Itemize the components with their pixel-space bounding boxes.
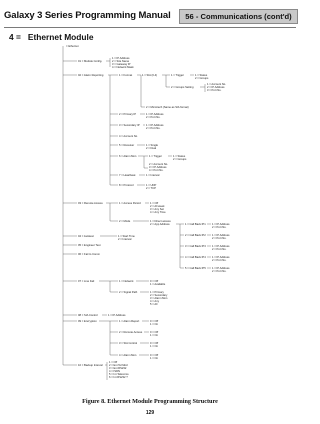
callback-ip1: 1 = Call Back IP1	[185, 223, 206, 226]
alarm-mon-opt: 2 = Account No.	[149, 163, 169, 166]
mode-opt: 2 = App Address	[150, 223, 170, 226]
primary-opt: 2 = Port No.	[146, 116, 161, 119]
signal-opt: 2 = Secondary	[150, 294, 168, 297]
protocol-opt: 1 = UDP	[146, 184, 157, 187]
secondary-opt: 1 = IP Address	[146, 124, 164, 127]
network-opt: 1 = Available	[150, 283, 166, 286]
enc-opt: 1 = On	[150, 323, 159, 326]
callback-ip1-opt: 1 = IP Address	[212, 223, 230, 226]
enc-alarm-mon: 4 = Alarm Mon	[119, 354, 137, 357]
backup-opt: 4 = ISDN	[109, 370, 120, 373]
sia-opt: 1 = IP Address	[108, 314, 126, 317]
callback-ip5: 5 = Call Back IP5	[185, 267, 206, 270]
callback-ip4-opt: 2 = Port No.	[212, 259, 227, 262]
node-receiver: 5 = Receiver	[119, 144, 135, 147]
access-opt: 2 = All week	[150, 205, 165, 208]
node-root: = Ethernet	[66, 45, 79, 48]
alarm-mon-opt: 4 = Port No.	[149, 169, 164, 172]
node-signal-path: 2 = Signal Path	[119, 291, 138, 294]
node-mode: 2 = Mode	[119, 220, 131, 223]
callback-ip4: 4 = Call Back IP4	[185, 256, 206, 259]
node-alarm-reporting: 02 = Alarm Reporting	[78, 74, 104, 77]
trigger-opt: 2 = Groups	[195, 77, 209, 80]
enc-opt: 1 = On	[150, 357, 159, 360]
module-config-opt: 3 = Gateway IP	[112, 63, 131, 66]
receiver-opt: 2 = Dual	[146, 147, 157, 150]
node-secondary-ip: 3 = Secondary IP	[119, 124, 140, 127]
backup-opt: 1 = Off	[109, 361, 118, 364]
node-remote-access: 03 = Remote Access	[78, 202, 103, 205]
alarm-mon-opt: 3 = IP Address	[149, 166, 167, 169]
callback-ip2-opt: 2 = Port No.	[212, 237, 227, 240]
callback-ip3-opt: 1 = IP Address	[212, 245, 230, 248]
page-number: 129	[145, 410, 155, 416]
enc-opt: 0 = Off	[150, 320, 159, 323]
module-config-opt: 1 = IP Address	[112, 57, 130, 60]
access-opt: 3 = Any Set	[150, 208, 164, 211]
enc-opt: 0 = Off	[150, 354, 159, 357]
format-sia: 1 = SIA (0-4)	[142, 74, 158, 77]
backup-opt: 5 = Int Telecoms	[109, 373, 129, 376]
groups-opt: 2 = IP Address	[207, 86, 225, 89]
signal-opt: 5 = All	[150, 303, 158, 306]
callback-ip2-opt: 1 = IP Address	[212, 234, 230, 237]
node-autotest: 04 = Autotest	[78, 235, 94, 238]
callback-ip3-opt: 2 = Port No.	[212, 248, 227, 251]
node-account-no: 4 = Account No	[119, 135, 138, 138]
groups-opt: 3 = Port No.	[207, 89, 222, 92]
autotest-opt: 2 = Interval	[118, 238, 132, 241]
autotest-opt: 1 = Start Time	[118, 235, 135, 238]
node-access-period: 1 = Access Period	[119, 202, 141, 205]
callback-ip1-opt: 2 = Port No.	[212, 226, 227, 229]
callback-ip4-opt: 1 = IP Address	[212, 256, 230, 259]
callback-ip3: 3 = Call Back IP3	[185, 245, 206, 248]
node-backup-interval: 10 = Backup Interval	[78, 364, 103, 367]
section-title: Ethernet Module	[27, 32, 94, 42]
alarm-mon-trigger-opt: 1 = Status	[173, 155, 186, 158]
node-sia-control: 08 = SIA Control	[78, 314, 98, 317]
node-protocol: 8 = Protocol	[119, 184, 134, 187]
signal-opt: 1 = Primary	[150, 291, 164, 294]
signal-opt: 4 = Any	[150, 300, 160, 303]
node-format: 1 = Format	[119, 74, 133, 77]
callback-ip5-opt: 2 = Port No.	[212, 270, 227, 273]
node-module-config: 01 = Module Config.	[78, 60, 103, 63]
node-encryption: 09 = Encryption	[78, 320, 97, 323]
backup-opt: 6 = Int RS232 ?	[109, 376, 128, 379]
module-config-opt: 2 = Site Name	[112, 60, 130, 63]
callback-ip2: 2 = Call Back IP2	[185, 234, 206, 237]
signal-opt: 3 = Alarm Mon	[150, 297, 168, 300]
backup-opt: 3 = Ext RS232	[109, 367, 127, 370]
node-groups-setting: 2 = Groups Setting	[171, 86, 194, 89]
format-microtech: 2 = Microtech (Same as SIA format)	[146, 106, 189, 109]
node-alarm-mon: 6 = Alarm Mon	[119, 155, 137, 158]
enc-sia-control: 3 = SIA Control	[119, 342, 138, 345]
heartbeat-opt: 1 = Interval	[146, 174, 160, 177]
chapter-badge: 56 - Communications (cont'd)	[179, 9, 298, 24]
backup-opt: 2 = Ext Tel Mod	[109, 364, 128, 367]
node-primary-ip: 2 = Primary IP	[119, 113, 137, 116]
mode-opt: 1 = Direct access	[150, 220, 171, 223]
node-fail-to-comm: 06 = Fail to Comm	[78, 253, 101, 256]
access-opt: 1 = Off	[150, 202, 159, 205]
trigger-opt: 1 = Status	[195, 74, 208, 77]
secondary-opt: 2 = Port No.	[146, 127, 161, 130]
callback-ip5-opt: 1 = IP Address	[212, 267, 230, 270]
section-number: 4 =	[9, 32, 21, 42]
alarm-mon-trigger: 1 = Trigger	[149, 155, 162, 158]
groups-opt: 1 = Account No.	[207, 83, 227, 86]
protocol-opt: 2 = TCP	[146, 187, 156, 190]
node-line-fail: 07 = Line Fail	[78, 280, 95, 283]
enc-opt: 0 = Off	[150, 342, 159, 345]
enc-opt: 1 = On	[150, 334, 159, 337]
node-heartbeat: 7 = Heartbeat	[119, 174, 136, 177]
module-config-opt: 4 = Network Mask	[112, 66, 134, 69]
enc-opt: 0 = Off	[150, 331, 159, 334]
alarm-mon-trigger-opt: 2 = Groups	[173, 158, 187, 161]
receiver-opt: 1 = Single	[146, 144, 159, 147]
manual-title: Galaxy 3 Series Programming Manual	[4, 10, 171, 21]
figure-caption: Figure 8. Ethernet Module Programming Structure	[82, 398, 218, 405]
primary-opt: 1 = IP Address	[146, 113, 164, 116]
enc-alarm-report: 1 = Alarm Report	[119, 320, 140, 323]
node-trigger: 1 = Trigger	[171, 74, 184, 77]
network-opt: 0 = Off	[150, 280, 159, 283]
access-opt: 4 = Any Time	[150, 211, 166, 214]
node-engineer-test: 05 = Engineer Test	[78, 244, 101, 247]
enc-remote-access: 2 = Remote Access	[119, 331, 143, 334]
enc-opt: 1 = On	[150, 345, 159, 348]
node-network: 1 = Network	[119, 280, 134, 283]
